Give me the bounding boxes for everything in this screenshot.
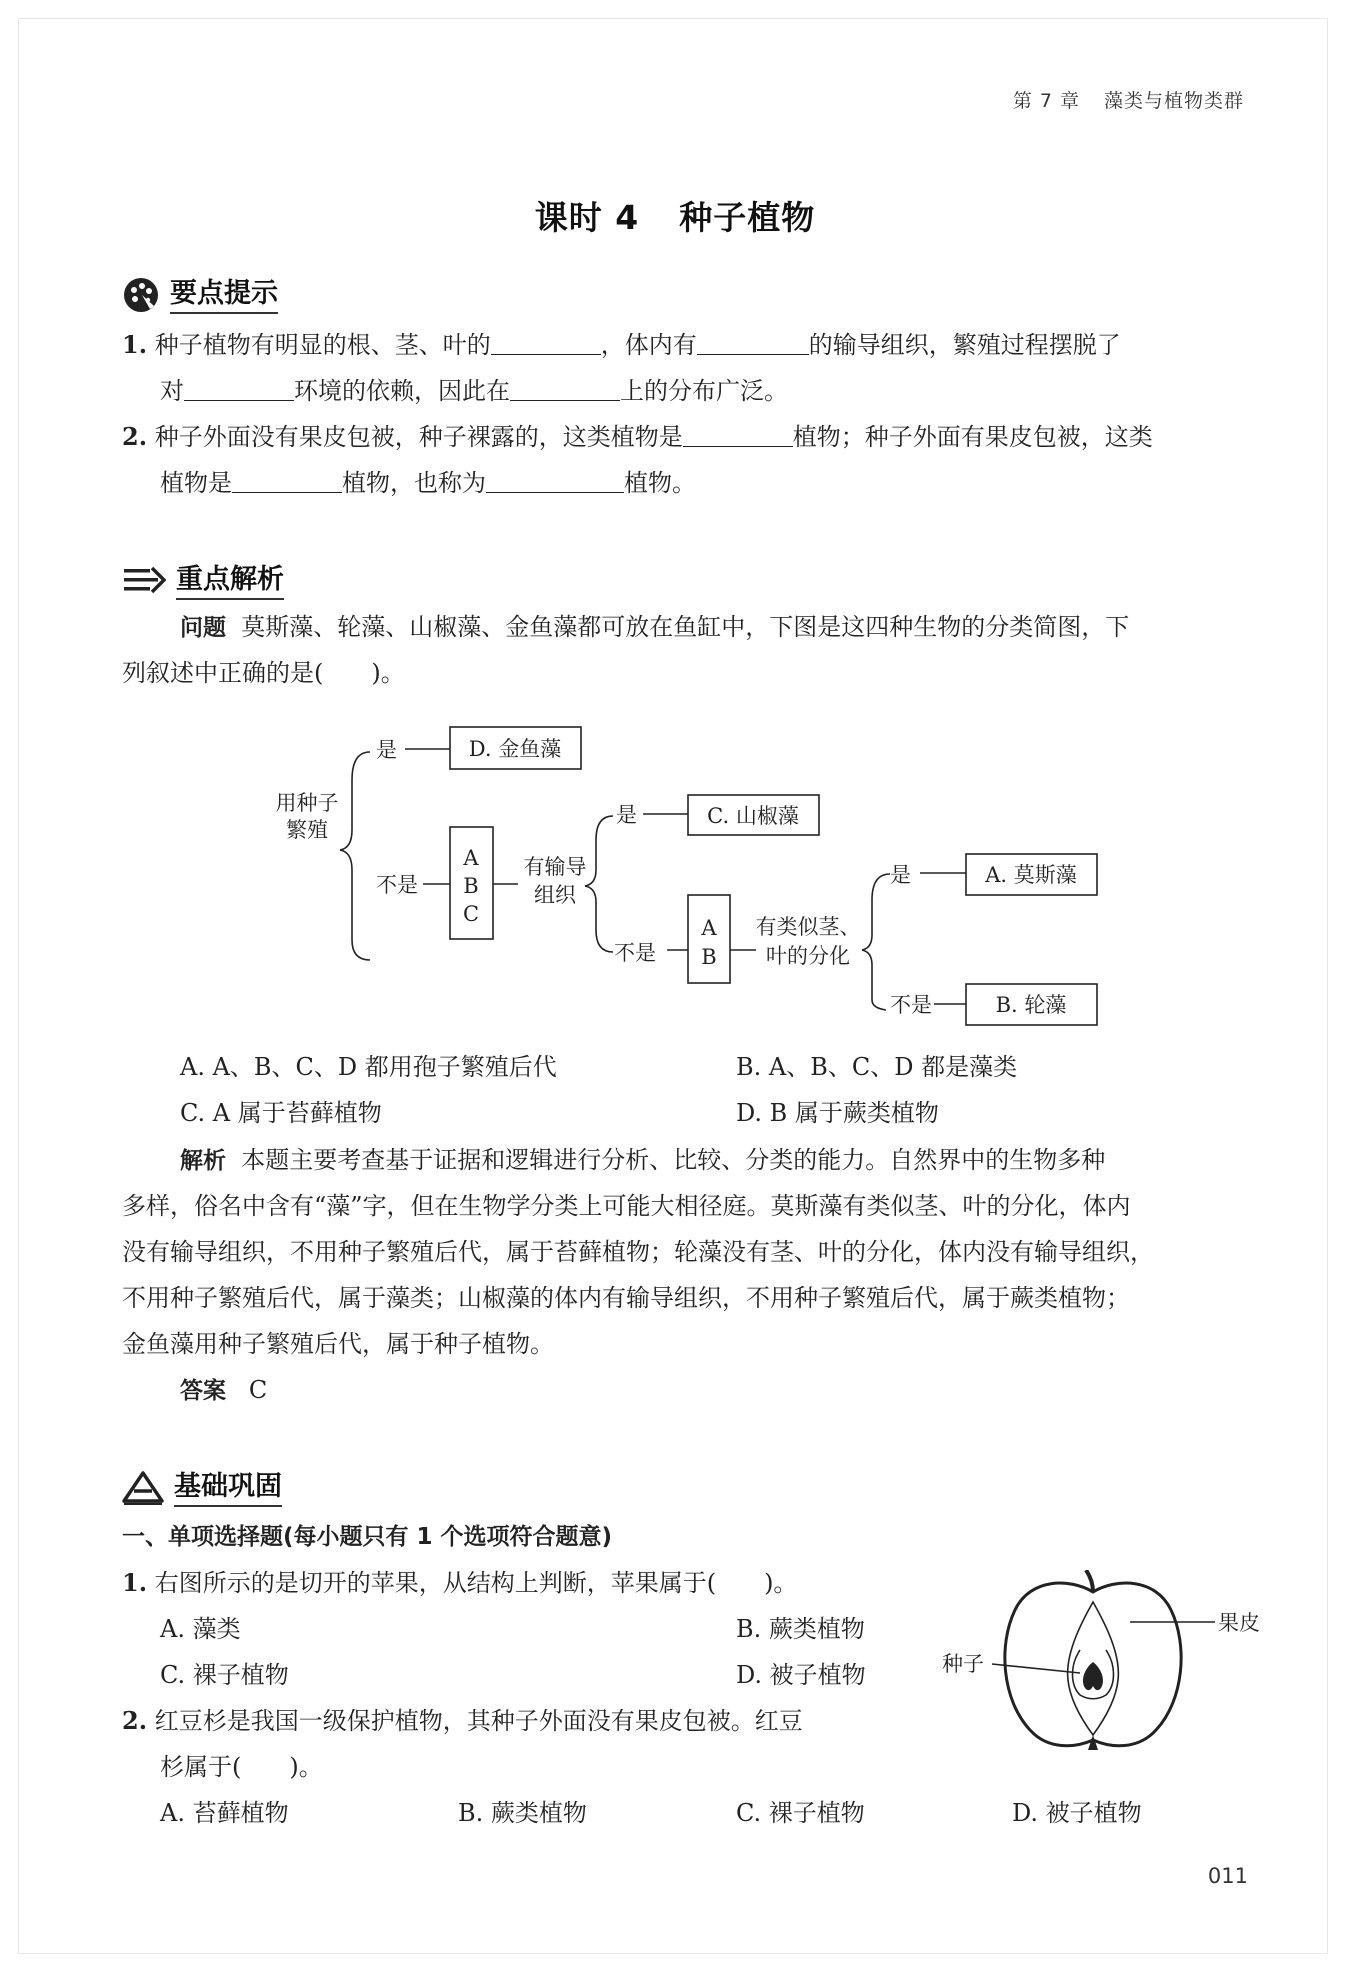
q1-option-c[interactable]: C. 裸子植物 <box>160 1661 289 1689</box>
key-point-1-line-2: 对 环境的依赖，因此在 上的分布广泛。 <box>160 377 788 405</box>
box-abc-a: A <box>463 846 479 870</box>
key-point-2-line-2: 植物是 植物，也称为 植物。 <box>160 469 696 497</box>
box-ab-a: A <box>701 916 717 940</box>
label-yes-1: 是 <box>376 738 397 762</box>
q2-option-d[interactable]: D. 被子植物 <box>1012 1799 1142 1827</box>
key-point-2-line-1: 2. 种子外面没有果皮包被，种子裸露的，这类植物是 植物；种子外面有果皮包被，这类 <box>122 422 1153 451</box>
question-line-2: 列叙述中正确的是( )。 <box>122 659 405 687</box>
running-header <box>1013 86 1244 113</box>
answer-line <box>180 1375 267 1406</box>
node-stem-leaf-2: 叶的分化 <box>766 944 850 968</box>
fill-blank[interactable] <box>232 468 342 493</box>
box-abc-b: B <box>463 874 479 898</box>
fill-blank[interactable] <box>486 468 624 493</box>
classification-diagram <box>0 700 1350 1040</box>
root-label-1: 用种子 <box>275 791 339 815</box>
lines-arrow-icon <box>122 566 166 596</box>
option-c[interactable]: C. A 属于苔藓植物 <box>180 1099 382 1127</box>
label-no-3: 不是 <box>890 993 932 1017</box>
box-b-text: B. 轮藻 <box>995 993 1067 1017</box>
box-abc-c: C <box>462 902 480 926</box>
option-a[interactable]: A. A、B、C、D 都用孢子繁殖后代 <box>180 1053 557 1081</box>
lesson-name: 种子植物 <box>679 198 816 237</box>
fill-blank[interactable] <box>491 330 601 355</box>
fill-blank[interactable] <box>510 376 620 401</box>
bracket-seed <box>340 752 370 960</box>
explanation-line-3: 没有输导组织，不用种子繁殖后代，属于苔藓植物；轮藻没有茎、叶的分化，体内没有输导组织， <box>122 1238 1154 1266</box>
question-line-1: 问题 莫斯藻、轮藻、山椒藻、金鱼藻都可放在鱼缸中，下图是这四种生物的分类简图，下 <box>180 613 1130 641</box>
q1-option-b[interactable]: B. 蕨类植物 <box>736 1615 865 1643</box>
single-choice-heading: 一、单项选择题(每小题只有 1 个选项符合题意) <box>122 1524 613 1550</box>
lesson-title <box>0 192 1350 239</box>
box-c-text: C. 山椒藻 <box>707 804 799 828</box>
lesson-number: 课时 4 <box>534 198 640 237</box>
box-a-text: A. 莫斯藻 <box>985 863 1077 887</box>
explanation-line-2: 多样，俗名中含有“藻”字，但在生物学分类上可能大相径庭。莫斯藻有类似茎、叶的分化，体内 <box>122 1192 1131 1220</box>
q2-stem-line-1: 2. 红豆杉是我国一级保护植物，其种子外面没有果皮包被。红豆 <box>122 1706 803 1735</box>
answer-value: C <box>248 1376 268 1404</box>
key-points-title: 要点提示 <box>170 277 278 314</box>
fill-blank[interactable] <box>184 376 294 401</box>
basics-heading <box>122 1468 282 1508</box>
chapter-title: 藻类与植物类群 <box>1103 90 1244 112</box>
page-number: 011 <box>1207 1864 1248 1888</box>
explanation-line-5: 金鱼藻用种子繁殖后代，属于种子植物。 <box>122 1330 554 1358</box>
explanation-line-1: 解析 本题主要考查基于证据和逻辑进行分析、比较、分类的能力。自然界中的生物多种 <box>180 1146 1106 1174</box>
box-d-text: D. 金鱼藻 <box>468 737 562 761</box>
box-ab-b: B <box>701 945 717 969</box>
q2-stem-line-2: 杉属于( )。 <box>160 1753 323 1781</box>
basics-title: 基础巩固 <box>174 1470 282 1507</box>
label-peel: 果皮 <box>1218 1611 1260 1635</box>
analysis-title: 重点解析 <box>176 563 284 600</box>
node-vascular-2: 组织 <box>534 883 576 907</box>
apple-cross-section-figure <box>930 1570 1270 1760</box>
seed-shape <box>1083 1662 1103 1690</box>
q2-option-b[interactable]: B. 蕨类植物 <box>458 1799 587 1827</box>
chapter-number: 第 7 章 <box>1012 90 1080 112</box>
answer-label: 答案 <box>180 1378 226 1404</box>
root-label-2: 繁殖 <box>286 818 328 842</box>
option-b[interactable]: B. A、B、C、D 都是藻类 <box>736 1053 1018 1081</box>
q2-option-c[interactable]: C. 裸子植物 <box>736 1799 865 1827</box>
label-yes-3: 是 <box>890 863 911 887</box>
label-no-2: 不是 <box>614 941 656 965</box>
node-vascular-1: 有输导 <box>523 855 587 879</box>
label-no-1: 不是 <box>376 873 418 897</box>
key-points-heading <box>122 275 278 315</box>
q1-option-a[interactable]: A. 藻类 <box>160 1615 241 1643</box>
q1-option-d[interactable]: D. 被子植物 <box>736 1661 866 1689</box>
label-seed: 种子 <box>942 1652 984 1676</box>
option-d[interactable]: D. B 属于蕨类植物 <box>736 1099 939 1127</box>
q1-stem: 1. 右图所示的是切开的苹果，从结构上判断，苹果属于( )。 <box>122 1568 798 1597</box>
bracket-vascular <box>585 816 613 952</box>
key-point-1-line-1: 1. 种子植物有明显的根、茎、叶的 ，体内有 的输导组织，繁殖过程摆脱了 <box>122 330 1121 359</box>
node-stem-leaf-1: 有类似茎、 <box>755 915 861 939</box>
explanation-line-4: 不用种子繁殖后代，属于藻类；山椒藻的体内有输导组织，不用种子繁殖后代，属于蕨类植物； <box>122 1284 1130 1312</box>
fill-blank[interactable] <box>697 330 809 355</box>
q2-option-a[interactable]: A. 苔藓植物 <box>160 1799 289 1827</box>
lightbulb-dots-icon <box>122 276 160 314</box>
bracket-stem-leaf <box>862 874 890 1010</box>
pyramid-icon <box>122 1471 164 1505</box>
fill-blank[interactable] <box>683 422 793 447</box>
label-yes-2: 是 <box>616 803 637 827</box>
analysis-heading <box>122 561 284 601</box>
